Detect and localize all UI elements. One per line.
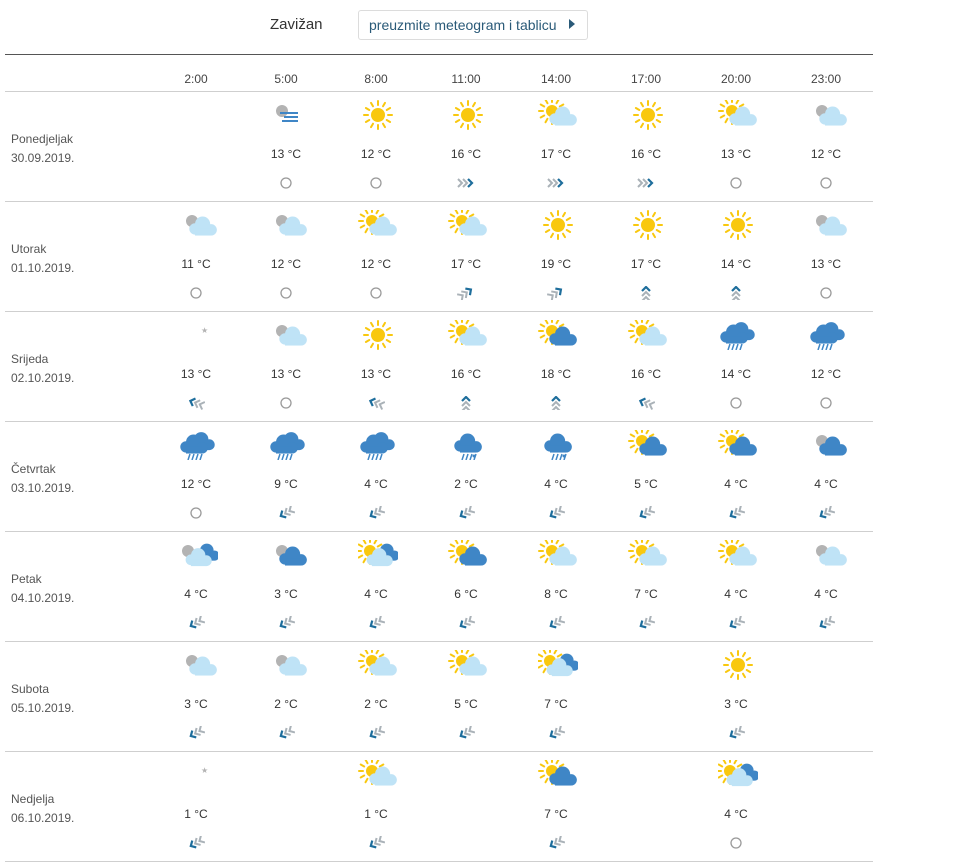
calm-icon bbox=[277, 396, 295, 410]
temperature: 14 °C bbox=[720, 367, 752, 381]
forecast-cell bbox=[786, 422, 866, 532]
calm-icon bbox=[817, 176, 835, 190]
wind-southwest-icon bbox=[637, 616, 655, 630]
night-cloudy-icon bbox=[808, 210, 848, 240]
day-date: 04.10.2019. bbox=[11, 591, 75, 605]
wind-north-icon bbox=[727, 286, 745, 300]
hour-label: 20:00 bbox=[720, 72, 752, 86]
rain-cloud-icon bbox=[178, 430, 218, 460]
temperature: 4 °C bbox=[184, 587, 208, 601]
night-cloudy-icon bbox=[178, 650, 218, 680]
forecast-cell bbox=[696, 92, 776, 202]
forecast-cell bbox=[336, 422, 416, 532]
partly-cloudy-icon bbox=[448, 210, 488, 240]
temperature: 4 °C bbox=[814, 477, 838, 491]
wind-north-icon bbox=[637, 286, 655, 300]
wind-southwest-icon bbox=[367, 726, 385, 740]
day-name: Subota bbox=[11, 682, 50, 696]
header bbox=[0, 0, 873, 55]
wind-northwest-icon bbox=[367, 396, 385, 410]
wind-southwest-icon bbox=[367, 836, 385, 850]
forecast-cell bbox=[246, 312, 326, 422]
day-name: Srijeda bbox=[11, 352, 49, 366]
temperature: 12 °C bbox=[360, 257, 392, 271]
day-date: 01.10.2019. bbox=[11, 261, 75, 275]
day-name: Četvrtak bbox=[11, 462, 56, 476]
calm-icon bbox=[817, 396, 835, 410]
partly-cloudy-icon bbox=[358, 210, 398, 240]
forecast-cell bbox=[786, 532, 866, 642]
hour-label: 2:00 bbox=[184, 72, 208, 86]
svg-text:★: ★ bbox=[201, 326, 209, 335]
forecast-cell bbox=[156, 532, 236, 642]
forecast-cell bbox=[246, 642, 326, 752]
day-name: Petak bbox=[11, 572, 42, 586]
partly-cloudy-icon bbox=[718, 100, 758, 130]
wind-north-icon bbox=[547, 396, 565, 410]
sun-icon bbox=[448, 100, 488, 130]
sun-dark-cloud-icon bbox=[718, 430, 758, 460]
wind-southwest-icon bbox=[727, 506, 745, 520]
temperature: 1 °C bbox=[184, 807, 208, 821]
partly-cloudy-icon bbox=[448, 320, 488, 350]
wind-east-icon bbox=[637, 176, 655, 190]
day-name: Ponedjeljak bbox=[11, 132, 74, 146]
sun-icon bbox=[628, 100, 668, 130]
forecast-cell bbox=[336, 752, 416, 862]
temperature: 12 °C bbox=[810, 147, 842, 161]
forecast-cell bbox=[426, 532, 506, 642]
forecast-cell bbox=[786, 312, 866, 422]
temperature: 5 °C bbox=[454, 697, 478, 711]
wind-southwest-icon bbox=[547, 616, 565, 630]
wind-southwest-icon bbox=[187, 616, 205, 630]
forecast-cell bbox=[336, 202, 416, 312]
forecast-cell bbox=[516, 642, 596, 752]
temperature: 4 °C bbox=[724, 477, 748, 491]
night-overcast-icon bbox=[178, 540, 218, 570]
wind-southwest-icon bbox=[277, 726, 295, 740]
hour-label: 17:00 bbox=[630, 72, 662, 86]
temperature: 9 °C bbox=[274, 477, 298, 491]
forecast-cell bbox=[696, 532, 776, 642]
temperature: 12 °C bbox=[270, 257, 302, 271]
wind-southwest-icon bbox=[457, 726, 475, 740]
temperature: 12 °C bbox=[180, 477, 212, 491]
moon-icon bbox=[178, 760, 218, 790]
wind-southwest-icon bbox=[727, 726, 745, 740]
day-date: 03.10.2019. bbox=[11, 481, 75, 495]
wind-east-icon bbox=[457, 176, 475, 190]
day-label bbox=[11, 350, 74, 388]
forecast-cell bbox=[246, 92, 326, 202]
night-cloudy-icon bbox=[178, 210, 218, 240]
forecast-cell bbox=[606, 422, 686, 532]
wind-southwest-icon bbox=[547, 836, 565, 850]
partly-cloudy-icon bbox=[628, 540, 668, 570]
partly-cloudy-icon bbox=[538, 100, 578, 130]
forecast-cell bbox=[156, 422, 236, 532]
forecast-cell bbox=[246, 202, 326, 312]
day-date: 06.10.2019. bbox=[11, 811, 75, 825]
wind-southwest-icon bbox=[187, 836, 205, 850]
day-date: 30.09.2019. bbox=[11, 151, 75, 165]
temperature: 14 °C bbox=[720, 257, 752, 271]
temperature: 3 °C bbox=[274, 587, 298, 601]
partly-cloudy-icon bbox=[538, 540, 578, 570]
sun-icon bbox=[358, 100, 398, 130]
forecast-cell bbox=[606, 532, 686, 642]
forecast-cell bbox=[156, 312, 236, 422]
forecast-cell bbox=[246, 532, 326, 642]
temperature: 7 °C bbox=[544, 697, 568, 711]
temperature: 18 °C bbox=[540, 367, 572, 381]
night-cloudy-icon bbox=[808, 100, 848, 130]
sun-overcast-icon bbox=[718, 760, 758, 790]
calm-icon bbox=[187, 286, 205, 300]
temperature: 2 °C bbox=[274, 697, 298, 711]
svg-text:★: ★ bbox=[201, 766, 209, 775]
night-cloudy-icon bbox=[268, 320, 308, 350]
forecast-cell bbox=[696, 642, 776, 752]
wind-southwest-icon bbox=[817, 506, 835, 520]
forecast-cell bbox=[426, 642, 506, 752]
temperature: 1 °C bbox=[364, 807, 388, 821]
calm-icon bbox=[367, 176, 385, 190]
forecast-cell bbox=[786, 202, 866, 312]
forecast-cell bbox=[516, 312, 596, 422]
partly-cloudy-icon bbox=[718, 540, 758, 570]
wind-northeast-icon bbox=[457, 286, 475, 300]
calm-icon bbox=[187, 506, 205, 520]
temperature: 4 °C bbox=[364, 477, 388, 491]
forecast-cell bbox=[606, 312, 686, 422]
wind-southwest-icon bbox=[547, 726, 565, 740]
wind-northwest-icon bbox=[187, 396, 205, 410]
day-row bbox=[0, 202, 873, 312]
forecast-cell bbox=[336, 92, 416, 202]
day-label bbox=[11, 790, 74, 828]
forecast-cell bbox=[156, 642, 236, 752]
wind-southwest-icon bbox=[457, 506, 475, 520]
forecast-cell bbox=[426, 312, 506, 422]
forecast-cell bbox=[336, 532, 416, 642]
play-arrow-icon bbox=[569, 19, 575, 29]
day-row bbox=[0, 752, 873, 862]
temperature: 4 °C bbox=[814, 587, 838, 601]
wind-southwest-icon bbox=[817, 616, 835, 630]
rain-cloud-icon bbox=[808, 320, 848, 350]
temperature: 13 °C bbox=[180, 367, 212, 381]
day-date: 02.10.2019. bbox=[11, 371, 75, 385]
day-label bbox=[11, 570, 74, 608]
temperature: 17 °C bbox=[450, 257, 482, 271]
temperature: 16 °C bbox=[450, 367, 482, 381]
forecast-cell bbox=[156, 202, 236, 312]
day-label bbox=[11, 460, 74, 498]
wind-northwest-icon bbox=[637, 396, 655, 410]
station-name: Zavižan bbox=[270, 16, 323, 33]
day-label bbox=[11, 240, 74, 278]
forecast-cell bbox=[696, 422, 776, 532]
wind-southwest-icon bbox=[637, 506, 655, 520]
temperature: 8 °C bbox=[544, 587, 568, 601]
forecast-cell bbox=[786, 92, 866, 202]
temperature: 13 °C bbox=[270, 367, 302, 381]
forecast-cell bbox=[516, 752, 596, 862]
day-row bbox=[0, 422, 873, 532]
sun-icon bbox=[358, 320, 398, 350]
hour-label: 14:00 bbox=[540, 72, 572, 86]
wind-southwest-icon bbox=[367, 616, 385, 630]
hours-header bbox=[0, 72, 873, 92]
forecast-cell bbox=[516, 532, 596, 642]
wind-southwest-icon bbox=[277, 616, 295, 630]
sun-icon bbox=[538, 210, 578, 240]
meteogram-button[interactable] bbox=[358, 10, 588, 40]
temperature: 13 °C bbox=[720, 147, 752, 161]
sun-dark-cloud-icon bbox=[538, 320, 578, 350]
temperature: 2 °C bbox=[364, 697, 388, 711]
wind-southwest-icon bbox=[187, 726, 205, 740]
calm-icon bbox=[727, 396, 745, 410]
wind-southwest-icon bbox=[367, 506, 385, 520]
hour-label: 8:00 bbox=[364, 72, 388, 86]
partly-cloudy-icon bbox=[358, 650, 398, 680]
sun-overcast-icon bbox=[358, 540, 398, 570]
forecast-cell bbox=[426, 422, 506, 532]
day-name: Utorak bbox=[11, 242, 47, 256]
night-cloudy-icon bbox=[808, 540, 848, 570]
day-row bbox=[0, 532, 873, 642]
temperature: 13 °C bbox=[360, 367, 392, 381]
temperature: 4 °C bbox=[724, 807, 748, 821]
calm-icon bbox=[727, 176, 745, 190]
sleet-cloud-icon bbox=[448, 430, 488, 460]
temperature: 3 °C bbox=[184, 697, 208, 711]
temperature: 16 °C bbox=[630, 147, 662, 161]
wind-southwest-icon bbox=[727, 616, 745, 630]
temperature: 5 °C bbox=[634, 477, 658, 491]
temperature: 2 °C bbox=[454, 477, 478, 491]
wind-north-icon bbox=[457, 396, 475, 410]
temperature: 4 °C bbox=[544, 477, 568, 491]
meteogram-button-label: preuzmite meteogram i tablicu bbox=[369, 17, 557, 33]
night-dark-cloud-icon bbox=[268, 540, 308, 570]
forecast-cell bbox=[606, 202, 686, 312]
wind-northeast-icon bbox=[547, 286, 565, 300]
forecast-cell bbox=[336, 312, 416, 422]
temperature: 4 °C bbox=[364, 587, 388, 601]
partly-cloudy-icon bbox=[628, 320, 668, 350]
rain-cloud-icon bbox=[268, 430, 308, 460]
forecast-cell bbox=[696, 312, 776, 422]
sun-dark-cloud-icon bbox=[538, 760, 578, 790]
forecast-cell bbox=[426, 202, 506, 312]
rain-cloud-icon bbox=[718, 320, 758, 350]
forecast-cell bbox=[336, 642, 416, 752]
day-row bbox=[0, 642, 873, 752]
forecast-cell bbox=[696, 202, 776, 312]
night-cloudy-icon bbox=[268, 210, 308, 240]
day-name: Nedjelja bbox=[11, 792, 55, 806]
calm-icon bbox=[367, 286, 385, 300]
calm-icon bbox=[727, 836, 745, 850]
fog-icon bbox=[268, 100, 308, 130]
day-label bbox=[11, 130, 74, 168]
moon-icon bbox=[178, 320, 218, 350]
day-date: 05.10.2019. bbox=[11, 701, 75, 715]
night-cloudy-icon bbox=[268, 650, 308, 680]
wind-east-icon bbox=[547, 176, 565, 190]
header-divider bbox=[5, 54, 873, 55]
sleet-cloud-icon bbox=[538, 430, 578, 460]
forecast-cell bbox=[156, 752, 236, 862]
calm-icon bbox=[817, 286, 835, 300]
temperature: 16 °C bbox=[630, 367, 662, 381]
temperature: 17 °C bbox=[540, 147, 572, 161]
temperature: 4 °C bbox=[724, 587, 748, 601]
temperature: 17 °C bbox=[630, 257, 662, 271]
wind-southwest-icon bbox=[457, 616, 475, 630]
temperature: 13 °C bbox=[810, 257, 842, 271]
temperature: 7 °C bbox=[544, 807, 568, 821]
day-label bbox=[11, 680, 74, 718]
forecast-cell bbox=[246, 422, 326, 532]
forecast-cell bbox=[696, 752, 776, 862]
forecast-cell bbox=[516, 422, 596, 532]
sun-icon bbox=[718, 650, 758, 680]
forecast-cell bbox=[606, 92, 686, 202]
hour-label: 5:00 bbox=[274, 72, 298, 86]
partly-cloudy-icon bbox=[448, 650, 488, 680]
temperature: 3 °C bbox=[724, 697, 748, 711]
temperature: 12 °C bbox=[360, 147, 392, 161]
calm-icon bbox=[277, 176, 295, 190]
temperature: 11 °C bbox=[181, 257, 211, 271]
temperature: 7 °C bbox=[634, 587, 658, 601]
wind-southwest-icon bbox=[547, 506, 565, 520]
wind-southwest-icon bbox=[277, 506, 295, 520]
day-row bbox=[0, 312, 873, 422]
rain-cloud-icon bbox=[358, 430, 398, 460]
sun-icon bbox=[718, 210, 758, 240]
temperature: 6 °C bbox=[454, 587, 478, 601]
hour-label: 11:00 bbox=[451, 72, 481, 86]
temperature: 12 °C bbox=[810, 367, 842, 381]
temperature: 16 °C bbox=[450, 147, 482, 161]
partly-cloudy-icon bbox=[358, 760, 398, 790]
day-row bbox=[0, 92, 873, 202]
forecast-cell bbox=[516, 92, 596, 202]
sun-icon bbox=[628, 210, 668, 240]
sun-dark-cloud-icon bbox=[628, 430, 668, 460]
night-dark-cloud-icon bbox=[808, 430, 848, 460]
temperature: 19 °C bbox=[540, 257, 572, 271]
row-divider bbox=[5, 861, 873, 862]
temperature: 13 °C bbox=[270, 147, 302, 161]
sun-dark-cloud-icon bbox=[448, 540, 488, 570]
sun-overcast-icon bbox=[538, 650, 578, 680]
forecast-cell bbox=[426, 92, 506, 202]
calm-icon bbox=[277, 286, 295, 300]
hour-label: 23:00 bbox=[810, 72, 842, 86]
forecast-cell bbox=[516, 202, 596, 312]
